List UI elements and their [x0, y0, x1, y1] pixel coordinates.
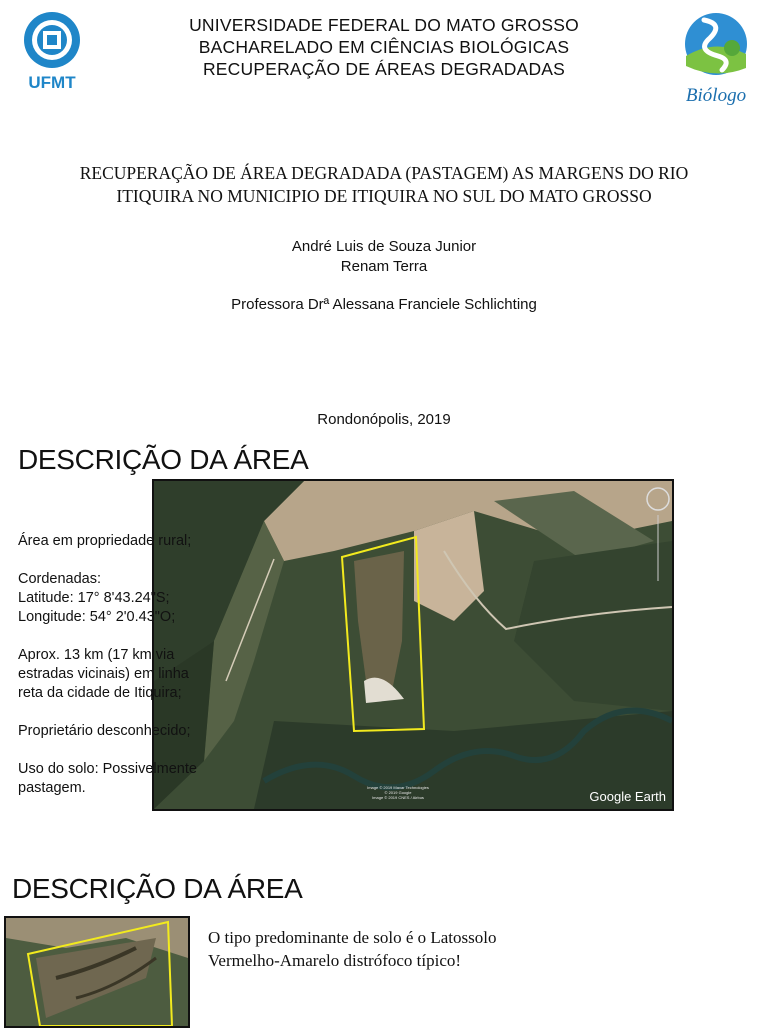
biologo-logo-text: Biólogo: [685, 85, 747, 106]
desc-line: reta da cidade de Itiquira;: [18, 685, 182, 701]
desc-line: Uso do solo: Possivelmente: [18, 761, 197, 777]
desc-line: Aprox. 13 km (17 km via: [18, 647, 175, 663]
desc-line: Proprietário desconhecido;: [18, 723, 191, 739]
author-2: Renam Terra: [340, 258, 428, 275]
google-earth-watermark: Google Earth: [589, 789, 666, 804]
university-name: UNIVERSIDADE FEDERAL DO MATO GROSSO: [189, 15, 579, 35]
title-line-1: RECUPERAÇÃO DE ÁREA DEGRADADA (PASTAGEM) AS MARGENS DO RIO: [79, 163, 689, 183]
ufmt-logo: [12, 8, 92, 94]
soil-description-heading: DESCRIÇÃO DA ÁREA: [12, 873, 303, 904]
soil-line-1: O tipo predominante de solo é o Latossolo: [208, 928, 497, 947]
desc-line: Longitude: 54° 2'0.43"O;: [18, 609, 176, 625]
soil-line-2: Vermelho-Amarelo distrófoco típico!: [208, 951, 462, 970]
soil-description-text: [208, 926, 548, 972]
discipline-name: RECUPERAÇÃO DE ÁREAS DEGRADADAS: [202, 59, 566, 79]
place-date: Rondonópolis, 2019: [317, 411, 451, 428]
title-line-2: ITIQUIRA NO MUNICIPIO DE ITIQUIRA NO SUL DO MATO GROSSO: [116, 186, 652, 206]
map-credit-2: © 2019 Google: [384, 790, 412, 795]
map-credit-1: Image © 2019 Maxar Technologies: [367, 785, 429, 790]
course-name: BACHARELADO EM CIÊNCIAS BIOLÓGICAS: [198, 37, 570, 57]
desc-line: Área em propriedade rural;: [18, 533, 192, 549]
advisor-name: Professora Drª Alessana Franciele Schlichting: [231, 296, 537, 313]
university-header: [140, 14, 628, 80]
desc-line: Cordenadas:: [18, 571, 102, 587]
desc-line: estradas vicinais) em linha: [18, 666, 189, 682]
presentation-title: [40, 162, 728, 208]
author-1: André Luis de Souza Junior: [291, 238, 477, 255]
ufmt-logo-text: UFMT: [28, 73, 76, 92]
area-closeup-image: [4, 916, 190, 1028]
area-description-heading: DESCRIÇÃO DA ÁREA: [18, 444, 309, 475]
desc-line: pastagem.: [18, 780, 86, 796]
desc-line: Latitude: 17° 8'43.24"S;: [18, 590, 170, 606]
area-description-text: [18, 532, 258, 798]
biologo-logo: [678, 8, 754, 108]
map-credit-3: Image © 2019 CNES / Airbus: [372, 795, 424, 800]
